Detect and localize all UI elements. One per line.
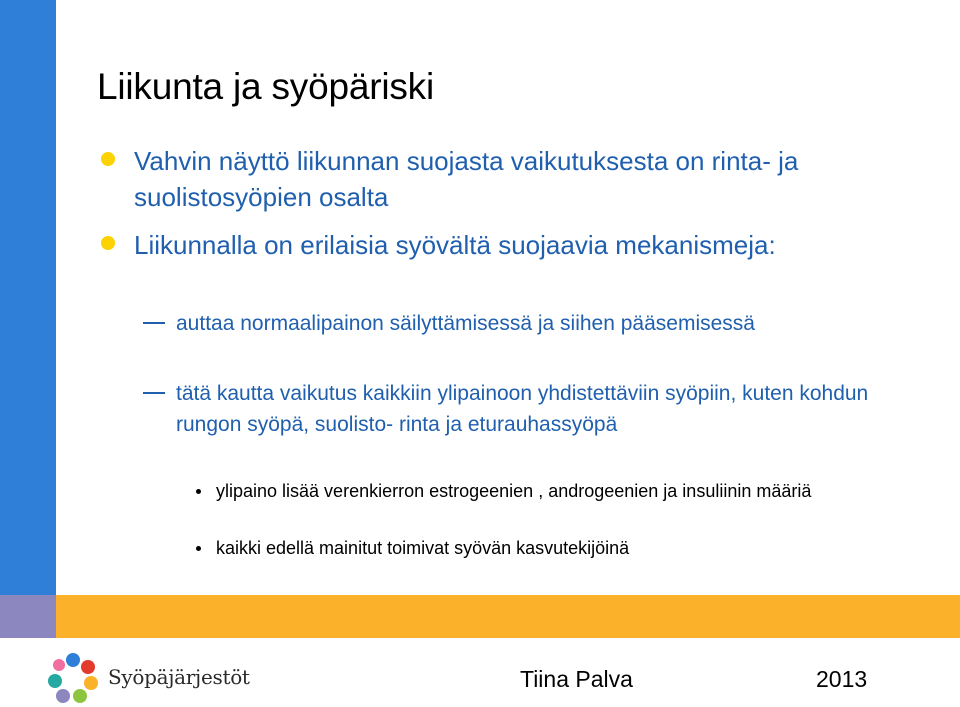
bullet-dot-icon bbox=[101, 236, 115, 250]
corner-accent-block bbox=[0, 595, 56, 638]
dash-icon bbox=[143, 392, 165, 394]
sub-sub-bullet-text: kaikki edellä mainitut toimivat syövän kasvutekijöinä bbox=[216, 538, 630, 558]
sub-bullet-item bbox=[176, 308, 906, 339]
left-accent-bar bbox=[0, 0, 56, 595]
bullet-text: Vahvin näyttö liikunnan suojasta vaikutuksesta on rinta- ja suolistosyöpien osalta bbox=[134, 146, 799, 212]
sub-sub-bullet-text: ylipaino lisää verenkierron estrogeenien , androgeenien ja insuliinin määriä bbox=[216, 481, 812, 501]
sub-bullet-item bbox=[176, 378, 906, 440]
sub-bullet-text: tätä kautta vaikutus kaikkiin ylipainoon yhdistettäviin syöpiin, kuten kohdun rungon syöpä, suolisto- rinta ja eturauhassyöpä bbox=[176, 382, 869, 436]
slide-title: Liikunta ja syöpäriski bbox=[97, 66, 434, 107]
syopajarjestot-logo-icon bbox=[47, 652, 99, 704]
bullet-item bbox=[134, 227, 894, 263]
logo-text: Syöpäjärjestöt bbox=[108, 665, 250, 689]
sub-bullet-text: auttaa normaalipainon säilyttämisessä ja siihen pääsemisessä bbox=[176, 312, 755, 335]
author-name: Tiina Palva bbox=[520, 666, 633, 692]
bullet-text: Liikunnalla on erilaisia syövältä suojaavia mekanismeja: bbox=[134, 230, 776, 260]
slide-year: 2013 bbox=[816, 666, 868, 692]
small-dot-icon bbox=[196, 489, 201, 494]
bullet-item bbox=[134, 143, 894, 215]
bullet-dot-icon bbox=[101, 152, 115, 166]
bottom-accent-bar bbox=[56, 595, 960, 638]
sub-sub-bullet-item bbox=[216, 478, 896, 504]
small-dot-icon bbox=[196, 546, 201, 551]
dash-icon bbox=[143, 322, 165, 324]
sub-sub-bullet-item bbox=[216, 535, 896, 561]
